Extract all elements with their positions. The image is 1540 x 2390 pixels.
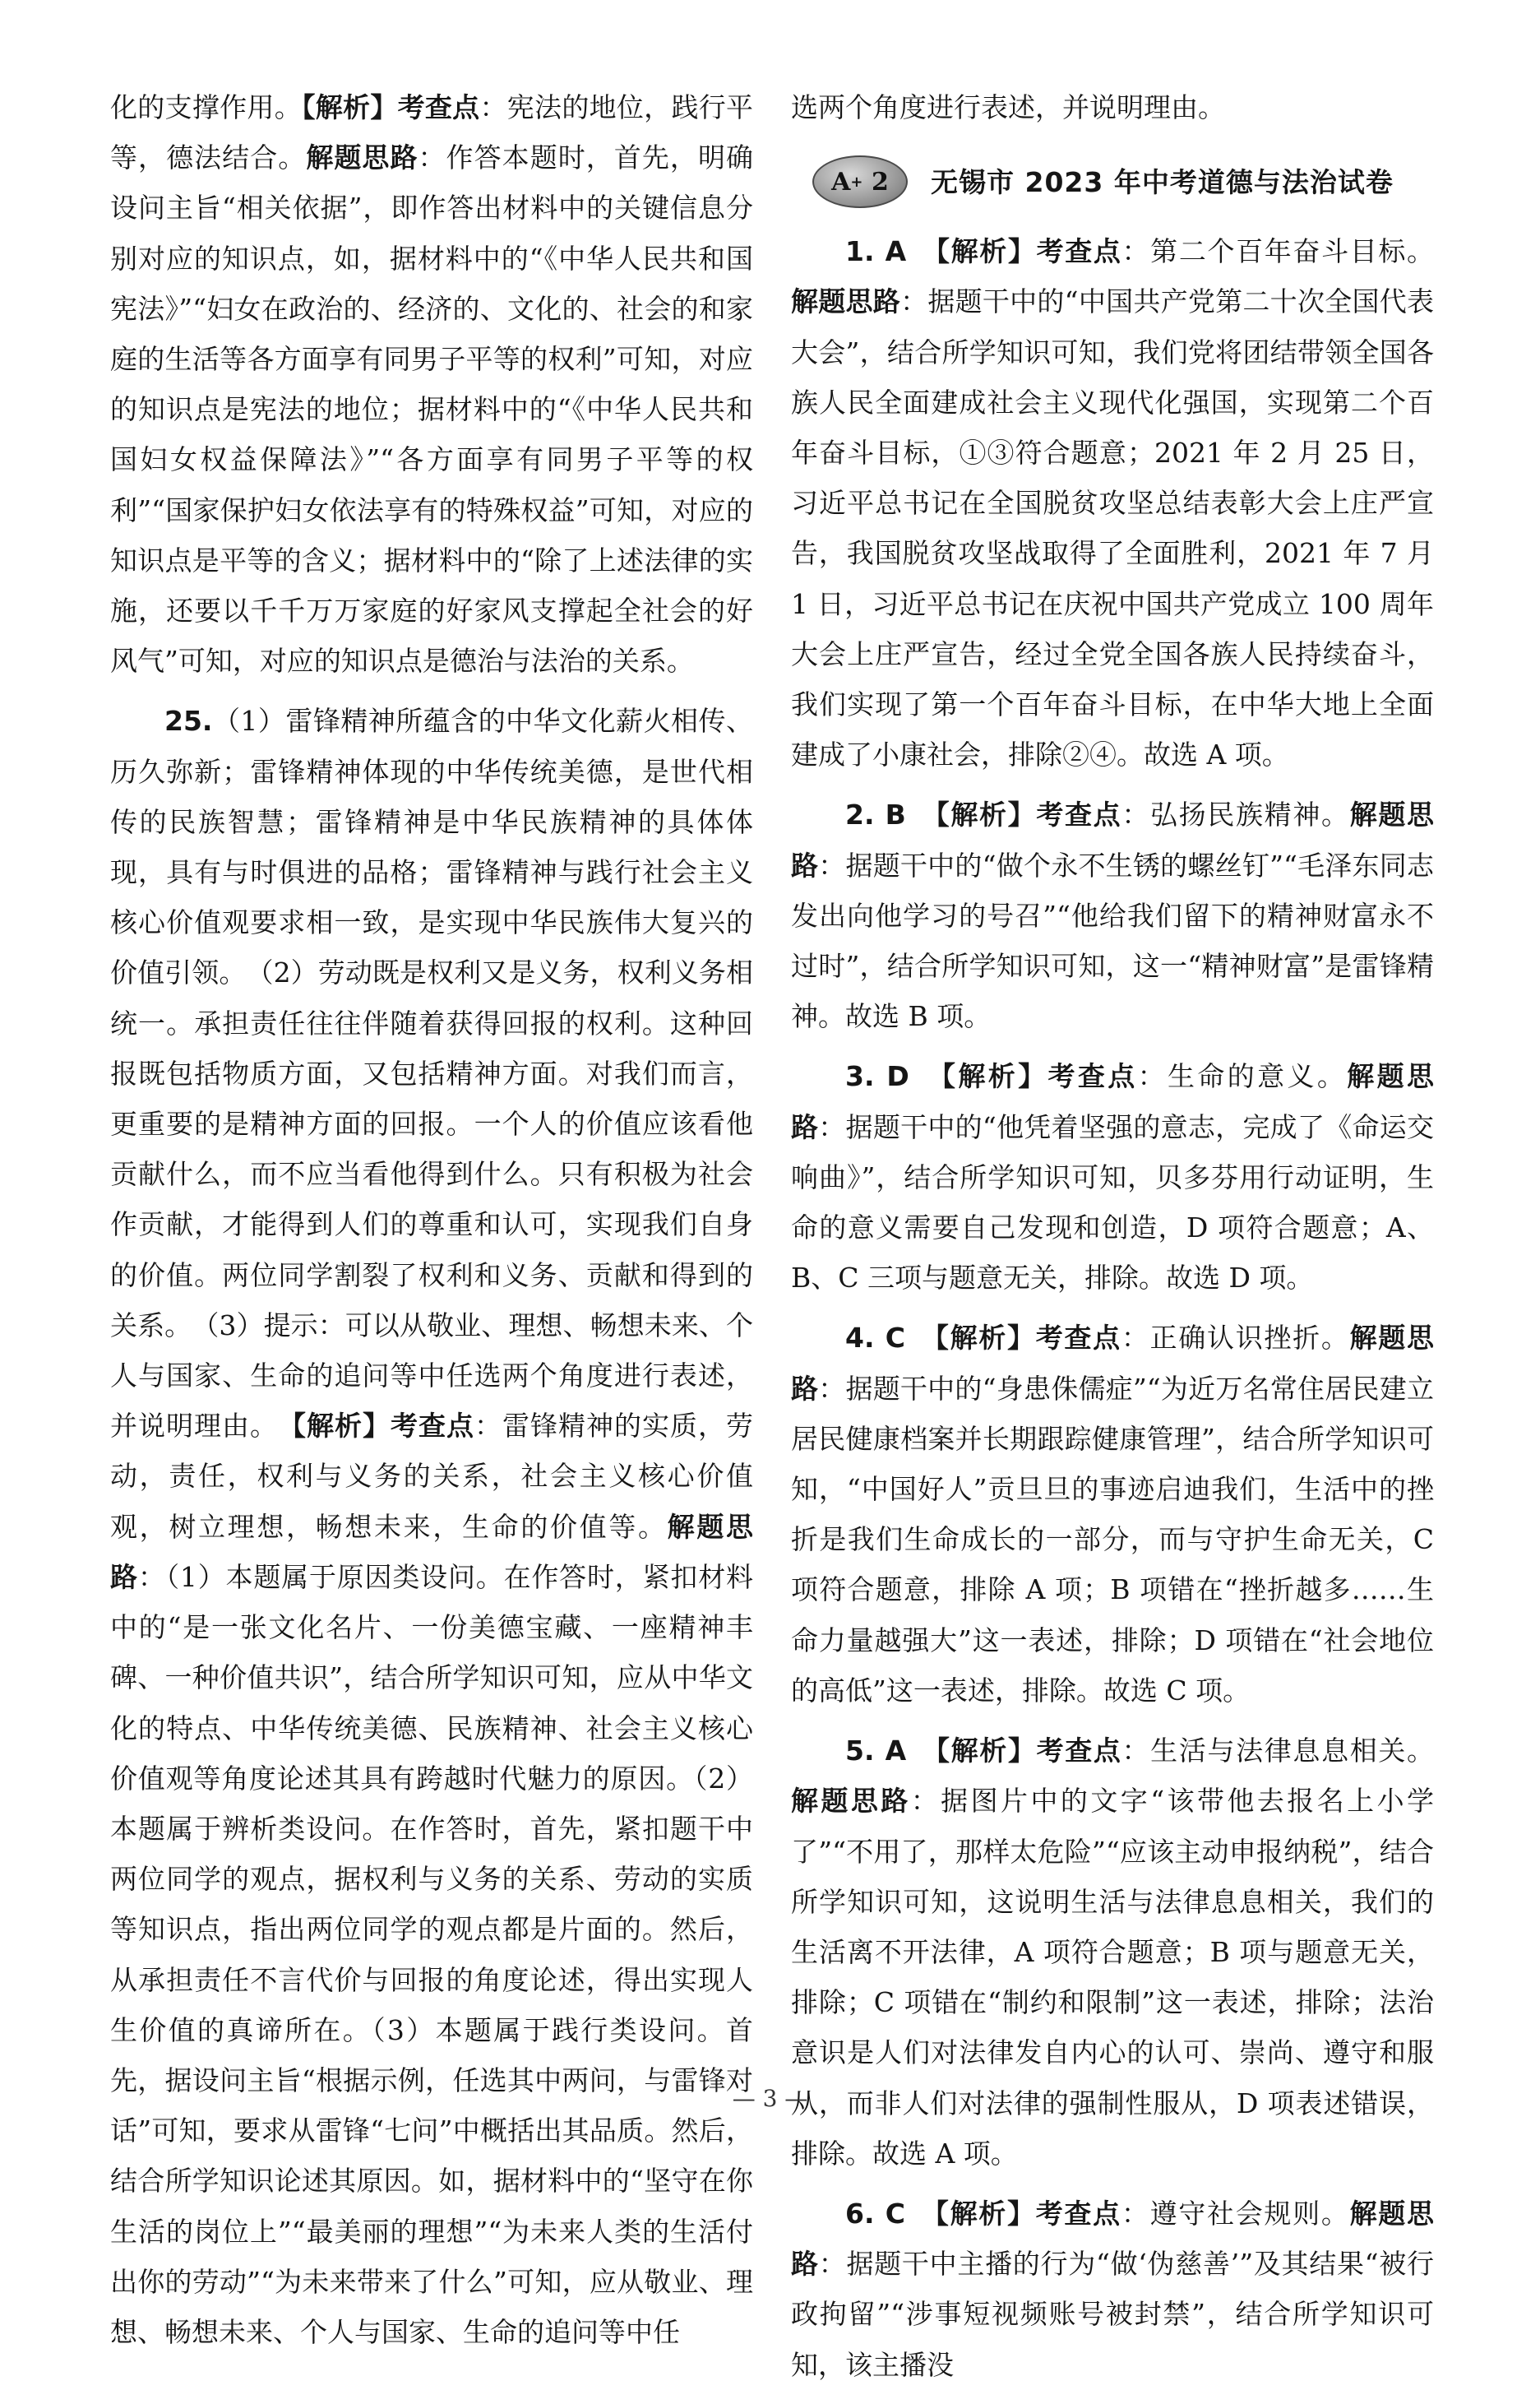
text-segment: ：生活与法律息息相关。 xyxy=(1121,1735,1435,1767)
text-segment xyxy=(906,1735,936,1767)
text-segment: ：据题干中主播的行为“做‘伪慈善’”及其结果“被行政拘留”“涉事短视频账号被封禁”，结合所学知识可知，该主播没 xyxy=(791,2248,1435,2381)
answer-item xyxy=(791,790,1434,1041)
bold-label: 解题思路 xyxy=(791,285,901,318)
bold-label: 25. xyxy=(164,705,213,738)
text-segment xyxy=(906,235,936,267)
right-column xyxy=(791,82,1434,2390)
bold-label: 【解析】考查点 xyxy=(936,235,1122,268)
paragraph xyxy=(110,82,753,686)
text-segment xyxy=(905,2198,935,2230)
bold-label: 2. B xyxy=(845,799,906,831)
text-segment: ：据题干中的“他凭着坚强的意志，完成了《命运交响曲》”，结合所学知识可知，贝多芬用行动证明，生命的意义需要自己发现和创造，D 项符合题意；A、B、C 三项与题意无关，排除。故选 D 项。 xyxy=(791,1110,1435,1295)
bold-label: 3. D xyxy=(845,1060,909,1093)
bold-label: 解题思路 xyxy=(791,799,1435,882)
bold-label: 【解析】考查点 xyxy=(935,1322,1121,1355)
bold-label: 解题思路 xyxy=(306,141,419,174)
text-segment: ：生命的意义。 xyxy=(1137,1060,1348,1093)
a-plus-badge-icon: A + 2 xyxy=(812,155,908,208)
answer-item xyxy=(791,1313,1434,1716)
section-title: 无锡市 2023 年中考道德与法治试卷 xyxy=(931,165,1394,198)
text-segment: ：第二个百年奋斗目标。 xyxy=(1121,235,1435,268)
bold-label: 【解析】考查点 xyxy=(941,1060,1138,1093)
paragraph xyxy=(791,82,1434,132)
text-segment: ：宪法的地位，践行平等，德法结合。 xyxy=(110,91,754,174)
bold-label: 解题思路 xyxy=(791,1785,911,1818)
bold-label: 【解析】考查点 xyxy=(301,91,480,123)
bold-label: 【解析】考查点 xyxy=(936,1735,1122,1767)
text-segment: （1）雷锋精神所蕴含的中华文化薪火相传、历久弥新；雷锋精神体现的中华传统美德，是世代相传的民族智慧；雷锋精神是中华民族精神的具体体现，具有与时俱进的品格；雷锋精神与践行社会主义核心价值观要求相一致，是实现中华民族伟大复兴的价值引领。 （2）劳动既是权利又是义务，权利义务相统一。承担责任往往伴随着获得回报的权利。这种回报既包括物质方面，又包括精神方面。对我们而言，更重要的是精神方面的回报。一个人的价值应该看他贡献什么，而不应当看他得到什么。只有积极为社会作贡献，才能得到人们的尊重和认可，实现我们自身的价值。两位同学割裂了权利和义务、贡献和得到的关系。 （3）提示：可以从敬业、理想、畅想未来、个人与国家、生命的追问等中任选两个角度进行表述，并说明理由。 xyxy=(110,705,753,1443)
text-segment: ：正确认识挫折。 xyxy=(1121,1322,1350,1355)
bold-label: 5. A xyxy=(845,1735,907,1767)
text-segment: ：据题干中的“做个永不生锈的螺丝钉”“毛泽东同志发出向他学习的号召”“他给我们留下的精神财富永不过时”，结合所学知识可知，这一“精神财富”是雷锋精神。故选 B 项。 xyxy=(791,849,1434,1033)
text-segment: ：据图片中的文字“该带他去报名上小学了”“不用了，那样太危险”“应该主动申报纳税”，结合所学知识可知，这说明生活与法律息息相关，我们的生活离不开法律，A 项符合题意；B 项与题意无关，排除；C 项错在“制约和限制”这一表述，排除；法治意识是人们对法律发自内心的认可、崇尚、遵守和服从，而非人们对法律的强制性服从，D 项表述错误，排除。故选 A 项。 xyxy=(791,1785,1435,2170)
text-segment xyxy=(905,1322,935,1354)
bold-label: 6. C xyxy=(845,2197,905,2230)
text-segment: ：雷锋精神的实质，劳动，责任，权利与义务的关系，社会主义核心价值观，树立理想，畅想未来，生命的价值等。 xyxy=(110,1410,753,1543)
answer-item xyxy=(791,1051,1434,1303)
bold-label: 【解析】考查点 xyxy=(292,1410,474,1443)
text-segment: ：据题干中的“身患侏儒症”“为近万名常住居民建立居民健康档案并长期跟踪健康管理”，结合所学知识可知，“中国好人”贡旦旦的事迹启迪我们，生活中的挫折是我们生命成长的一部分，而与守护生命无关，C 项符合题意，排除 A 项；B 项错在“挫折越多……生命力量越强大”这一表述，排除；D 项错在“社会地位的高低”这一表述，排除。故选 C 项。 xyxy=(791,1372,1435,1707)
bold-label: 解题思路 xyxy=(791,1322,1435,1405)
text-segment: 选两个角度进行表述，并说明理由。 xyxy=(791,91,1225,123)
bold-label: 4. C xyxy=(845,1322,905,1355)
text-segment: ：弘扬民族精神。 xyxy=(1121,799,1350,831)
bold-label: 解题思路 xyxy=(791,1060,1435,1143)
page-number: — 3 — xyxy=(732,2085,808,2112)
bold-label: 解题思路 xyxy=(110,1510,754,1593)
text-segment xyxy=(906,799,936,831)
bold-label: 【解析】考查点 xyxy=(936,799,1122,831)
bold-label: 1. A xyxy=(845,235,907,268)
left-column xyxy=(110,82,753,2357)
text-segment xyxy=(909,1060,942,1092)
text-segment: ：据题干中的“中国共产党第二十次全国代表大会”，结合所学知识可知，我们党将团结带领全国各族人民全面建成社会主义现代化强国，实现第二个百年奋斗目标，①③符合题意；2021 年 2 月 25 日，习近平总书记在全国脱贫攻坚总结表彰大会上庄严宣告，我国脱贫攻坚战取得了全面胜利，2021 年 7 月 1 日，习近平总书记在庆祝中国共产党成立 100 周年大会上庄严宣告，经过全党全国各族人民持续奋斗，我们实现了第一个百年奋斗目标，在中华大地上全面建成了小康社会，排除②④。故选 A 项。 xyxy=(791,285,1435,771)
bold-label: 解题思路 xyxy=(791,2197,1435,2281)
answer-item xyxy=(791,2189,1434,2390)
text-segment: 化的支撑作用。 xyxy=(110,91,302,123)
text-segment: ：作答本题时，首先，明确设问主旨“相关依据”，即作答出材料中的关键信息分别对应的知识点，如，据材料中的“《中华人民共和国宪法》”“妇女在政治的、经济的、文化的、社会的和家庭的生活等各方面享有同男子平等的权利”可知，对应的知识点是宪法的地位；据材料中的“《中华人民共和国妇女权益保障法》”“各方面享有同男子平等的权利”“国家保护妇女依法享有的特殊权益”可知，对应的知识点是平等的含义；据材料中的“除了上述法律的实施，还要以千千万万家庭的好家风支撑起全社会的好风气”可知，对应的知识点是德治与法治的关系。 xyxy=(110,141,754,678)
text-segment: ：遵守社会规则。 xyxy=(1121,2197,1350,2230)
section-heading xyxy=(791,152,1434,211)
answer-item xyxy=(791,226,1434,780)
text-segment: ：（1）本题属于原因类设问。在作答时，紧扣材料中的“是一张文化名片、一份美德宝藏、一座精神丰碑、一种价值共识”，结合所学知识可知，应从中华文化的特点、中华传统美德、民族精神、社会主义核心价值观等角度论述其具有跨越时代魅力的原因。（2）本题属于辨析类设问。在作答时，首先，紧扣题干中两位同学的观点，据权利与义务的关系、劳动的实质等知识点，指出两位同学的观点都是片面的。然后，从承担责任不言代价与回报的角度论述，得出实现人生价值的真谛所在。（3）本题属于践行类设问。首先，据设问主旨“根据示例，任选其中两问，与雷锋对话”可知，要求从雷锋“七问”中概括出其品质。然后，结合所学知识论述其原因。如，据材料中的“坚守在你生活的岗位上”“最美丽的理想”“为未来人类的生活付出你的劳动”“为未来带来了什么”可知，应从敬业、理想、畅想未来、个人与国家、生命的追问等中任 xyxy=(110,1560,754,2348)
bold-label: 【解析】考查点 xyxy=(935,2197,1121,2230)
